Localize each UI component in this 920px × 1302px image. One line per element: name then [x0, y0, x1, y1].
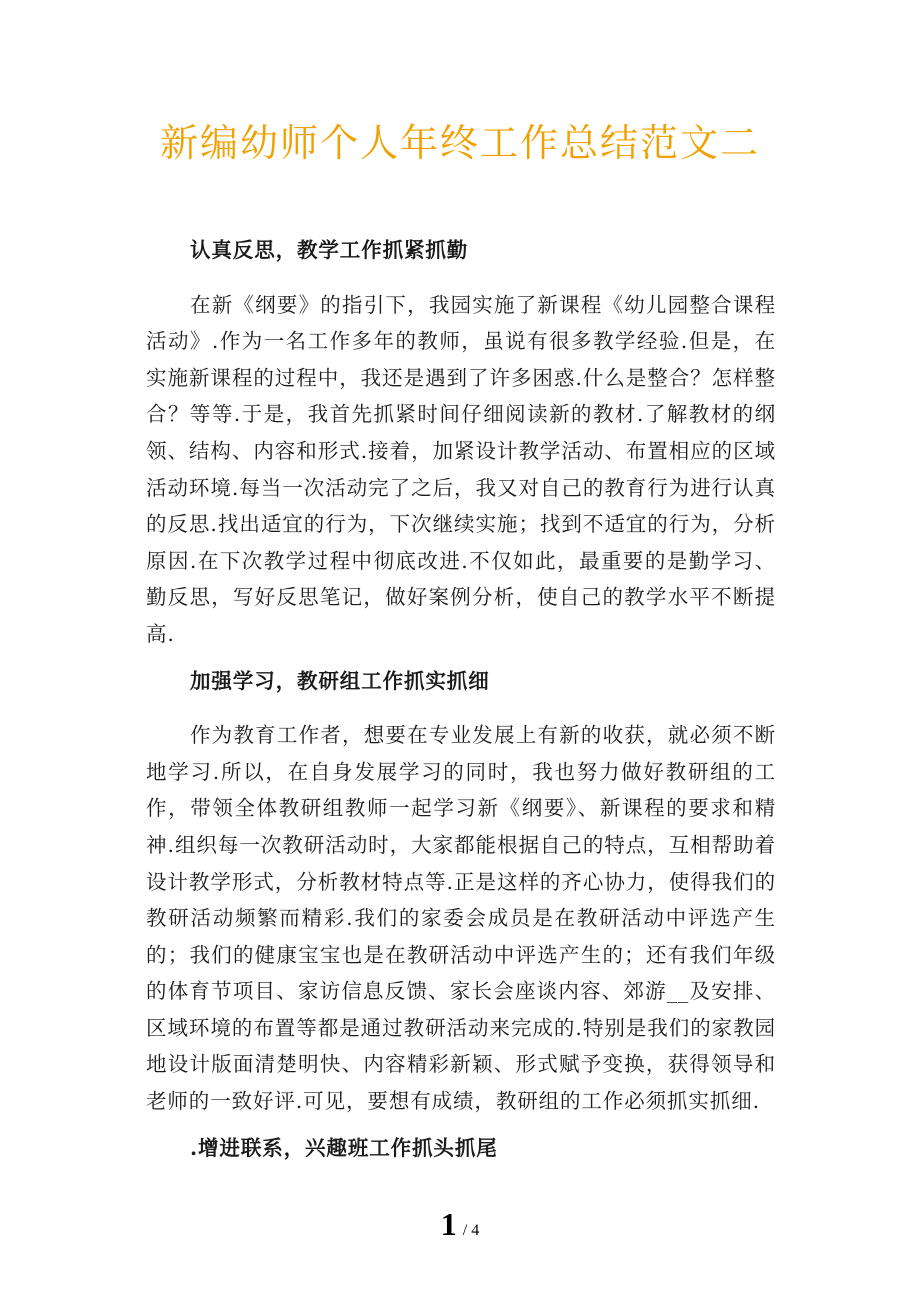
section-heading: .增进联系，兴趣班工作抓头抓尾	[190, 1135, 498, 1160]
section-paragraph: 作为教育工作者，想要在专业发展上有新的收获，就必须不断地学习.所以，在自身发展学习的同时，我也努力做好教研组的工作，带领全体教研组教师一起学习新《纲要》、新课程的要求和精神.组织每一次教研活动时，大家都能根据自己的特点，互相帮助着设计教学形式，分析教材特点等.正是这样的齐心协力，使得我们的教研活动频繁而精彩.我们的家委会成员是在教研活动中评选产生的；我们的健康宝宝也是在教研活动中评选产生的；还有我们年级的体育节项目、家访信息反馈、家长会座谈内容、郊游__及安排、区域环境的布置等都是通过教研活动来完成的.特别是我们的家教园地设计版面清楚明快、内容精彩新颖、形式赋予变换，获得领导和老师的一致好评.可见，要想有成绩，教研组的工作必须抓实抓细.	[146, 723, 776, 1114]
document-body	[146, 232, 776, 1184]
page-number: 1	[440, 1206, 457, 1242]
section-heading: 认真反思，教学工作抓紧抓勤	[190, 238, 469, 262]
page-total: / 4	[462, 1222, 480, 1239]
section-heading: 加强学习，教研组工作抓实抓细	[190, 668, 490, 693]
section-paragraph: 在新《纲要》的指引下，我园实施了新课程《幼儿园整合课程活动》.作为一名工作多年的教师，虽说有很多教学经验.但是，在实施新课程的过程中，我还是遇到了许多困惑.什么是整合？怎样整合？等等.于是，我首先抓紧时间仔细阅读新的教材.了解教材的纲领、结构、内容和形式.接着，加紧设计教学活动、布置相应的区域活动环境.每当一次活动完了之后，我又对自己的教育行为进行认真的反思.找出适宜的行为，下次继续实施；找到不适宜的行为，分析原因.在下次教学过程中彻底改进.不仅如此，最重要的是勤学习、勤反思，写好反思笔记，做好案例分析，使自己的教学水平不断提高.	[146, 292, 776, 646]
document-title: 新编幼师个人年终工作总结范文二	[159, 121, 760, 165]
page-indicator	[0, 1206, 920, 1243]
